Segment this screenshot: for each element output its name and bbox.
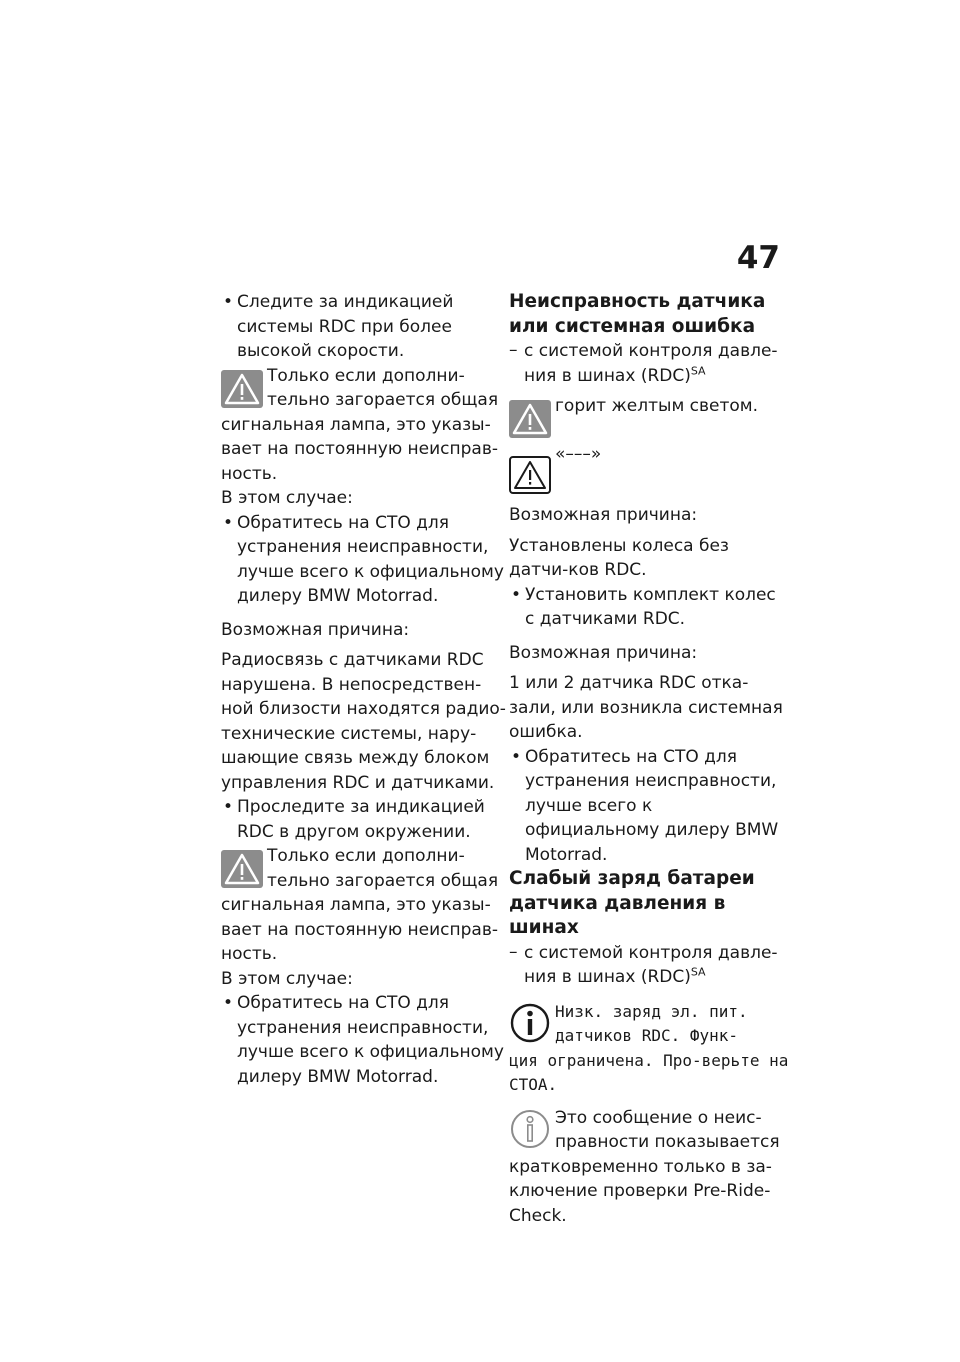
- case-label: В этом случае:: [221, 968, 353, 989]
- bullet-contact-service: • Обратитесь на СТО для устранения неисправности, лучше всего к официальному дилеру BMW Motorrad.: [509, 745, 789, 868]
- bullet-install-wheels: • Установить комплект колес с датчиками RDC.: [509, 583, 789, 632]
- info-note-text-a: Это сообщение о неис-правности показывается: [555, 1107, 780, 1152]
- sa-mark: SA: [690, 363, 706, 377]
- cause-text: Установлены колеса без датчи-ков RDC.: [509, 535, 729, 580]
- display-message-row: [509, 1000, 789, 1049]
- info-note-text-b: кратковременно только в за-ключение проверки Pre-Ride-Check.: [509, 1156, 772, 1226]
- warning-note-text-a: Только если дополни-тельно загорается общая: [267, 365, 499, 410]
- cause-label: Возможная причина:: [221, 619, 410, 640]
- warning-note-2: [221, 844, 506, 893]
- display-message-text-a: Низк. заряд эл. пит. датчиков RDC. Функ-: [555, 1001, 748, 1045]
- cause-text: Радиосвязь с датчиками RDC нарушена. В непосредствен-ной близости находятся радио-технические системы, нару-шающие связь между блоком управления RDC и датчиками.: [221, 650, 506, 793]
- sa-mark: SA: [690, 965, 706, 979]
- warning-lamp-icon: [221, 370, 263, 408]
- page-number: 47: [736, 240, 780, 276]
- info-icon: [509, 1002, 551, 1044]
- info-outline-icon: [509, 1108, 551, 1150]
- right-column: [509, 290, 789, 1228]
- warning-note-text-a: Только если дополни-тельно загорается общая: [267, 846, 499, 891]
- bullet-contact-service: • Обратитесь на СТО для устранения неисправности, лучше всего к официальному дилеру BMW Motorrad.: [221, 511, 506, 609]
- bullet-contact-service: • Обратитесь на СТО для устранения неисправности, лучше всего к официальному дилеру BMW Motorrad.: [221, 991, 506, 1089]
- info-note: [509, 1106, 789, 1155]
- warning-outline-icon: [509, 456, 551, 494]
- warning-note-text-b: сигнальная лампа, это указы-вает на постоянную неисправ-ность.: [221, 414, 498, 484]
- warning-lamp-icon: [509, 400, 551, 438]
- cause-label: Возможная причина:: [509, 505, 698, 525]
- left-column: [221, 290, 506, 1089]
- lamp-status-text: горит желтым светом.: [555, 396, 759, 416]
- warning-note-text-b: сигнальная лампа, это указы-вает на постоянную неисправ-ность.: [221, 895, 498, 964]
- equipment-note: – с системой контроля давле-ния в шинах (RDC)$^{SA}$: [509, 941, 789, 990]
- bullet-check-environment: • Проследите за индикацией RDC в другом окружении.: [221, 795, 506, 844]
- case-label: В этом случае:: [221, 488, 353, 508]
- bullet-watch-rdc: • Следите за индикацией системы RDC при более высокой скорости.: [221, 290, 506, 364]
- equipment-note: – с системой контроля давле-ния в шинах (RDC)$^{SA}$: [509, 339, 789, 388]
- section-heading-low-battery: Слабый заряд батареи датчика давления в шинах: [509, 868, 755, 938]
- display-status-text: «–––»: [555, 444, 602, 464]
- lamp-status-row: [509, 394, 789, 438]
- warning-note-1: [221, 364, 506, 413]
- display-message-text-b: ция ограничена. Про-верьте на СТОА.: [509, 1050, 789, 1094]
- display-status-row: [509, 442, 789, 494]
- cause-label: Возможная причина:: [509, 642, 698, 663]
- section-heading-sensor-fault: Неисправность датчика или системная ошибка: [509, 291, 766, 337]
- cause-text: 1 или 2 датчика RDC отка-зали, или возникла системная ошибка.: [509, 673, 783, 742]
- warning-lamp-icon: [221, 850, 263, 888]
